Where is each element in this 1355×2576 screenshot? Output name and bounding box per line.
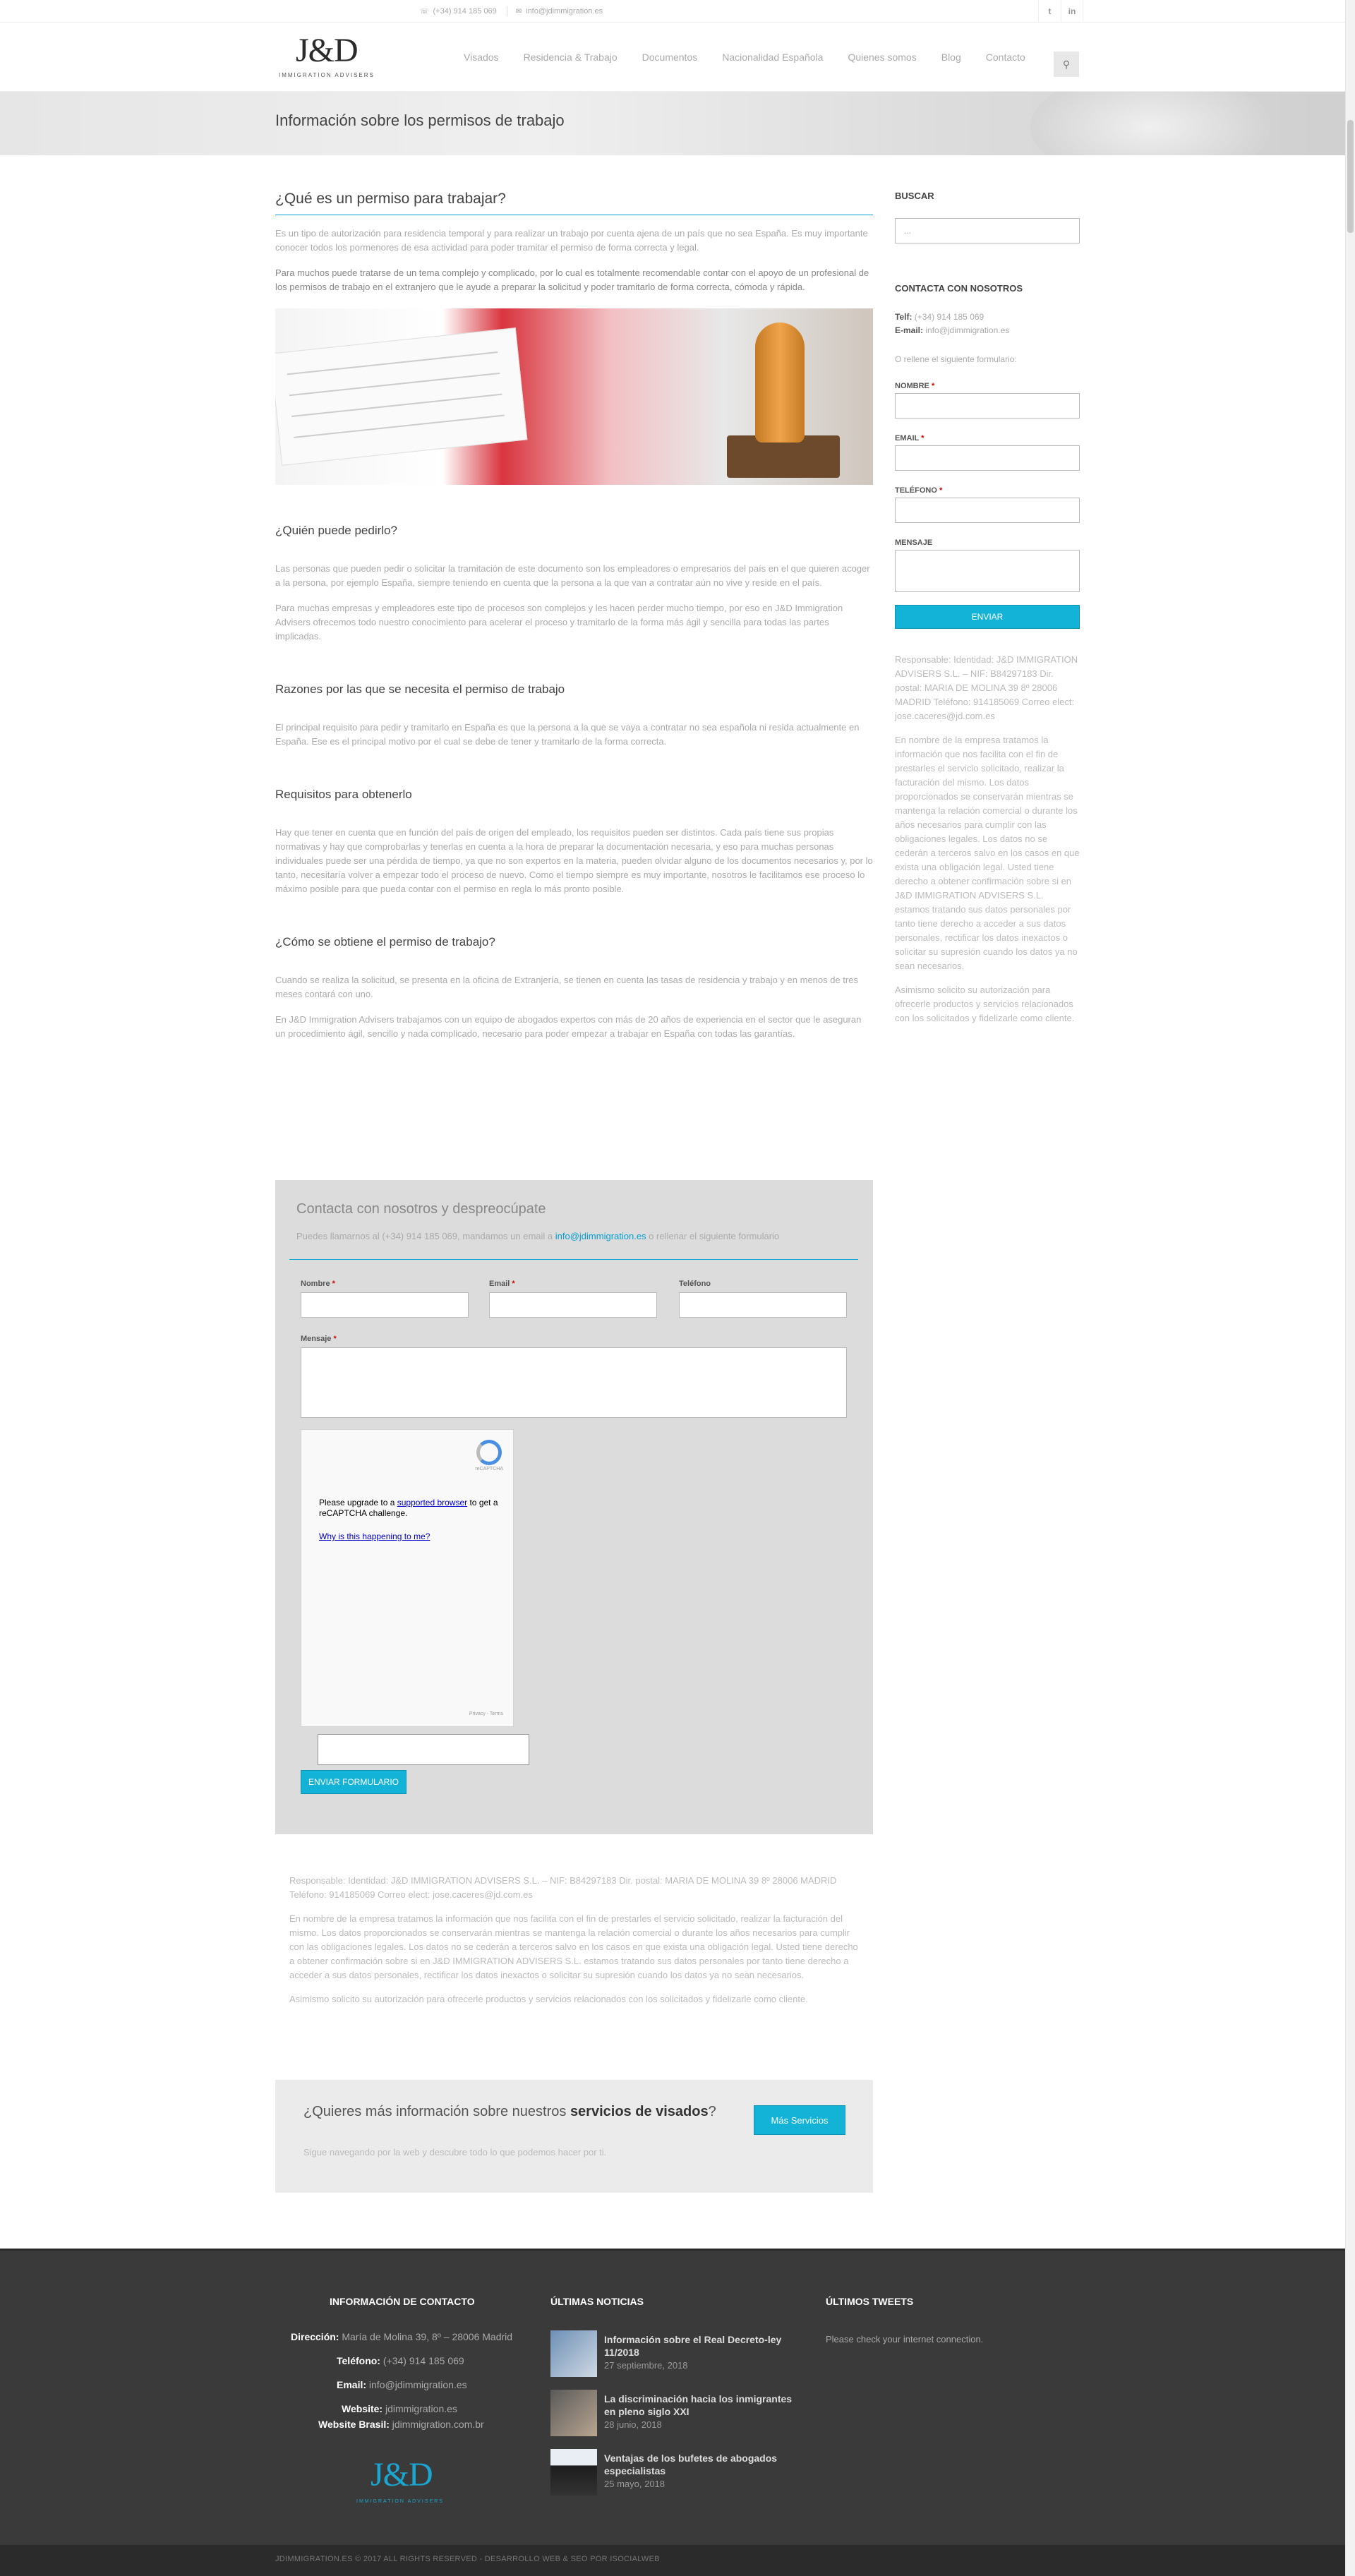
sidebar-name-label: NOMBRE * — [895, 382, 935, 390]
document-illustration — [275, 327, 527, 466]
cta-box — [275, 2080, 873, 2193]
nav-quienes-somos[interactable]: Quienes somos — [848, 52, 917, 63]
section-paragraph: Para muchas empresas y empleadores este tipo de procesos son complejos y les hacen perder mucho tiempo, por eso en J&D Immigration Advisers ofrecemos todo nuestro conocimiento para acelerar el proceso y tramitarlo de la forma más ágil y sencilla para todas las partes implicadas. — [275, 603, 843, 642]
sidebar-privacy-paragraph: Asimismo solicito su autorización para ofrecerle productos y servicios relacionados con los solicitados y fidelizarle como cliente. — [895, 985, 1075, 1023]
page-scrollbar[interactable] — [1345, 0, 1355, 2576]
message-label: Mensaje * — [301, 1335, 337, 1343]
news-date: 27 septiembre, 2018 — [604, 2360, 688, 2371]
stamp-illustration — [755, 323, 805, 443]
article-intro: Es un tipo de autorización para residencia temporal y para realizar un trabajo por cuenta ajena de un país que no sea España. Es muy importante conocer todos los pormenores de esa actividad para poder tramitar el permiso de forma correcta y legal. — [275, 228, 868, 253]
phone-field[interactable] — [679, 1292, 847, 1318]
news-date: 28 junio, 2018 — [604, 2419, 662, 2430]
privacy-paragraph: Responsable: Identidad: J&D IMMIGRATION ADVISERS S.L. – NIF: B84297183 Dir. postal: MARIA DE MOLINA 39 8º 28006 MADRID Teléfono: 914185069 Correo elect: jose.caceres@jd.com.es — [289, 1875, 837, 1900]
news-thumbnail — [550, 2390, 597, 2436]
work-permit-image — [275, 308, 873, 485]
name-label: Nombre * — [301, 1280, 335, 1288]
section-title-how: ¿Cómo se obtiene el permiso de trabajo? — [275, 935, 495, 949]
news-date: 25 mayo, 2018 — [604, 2479, 666, 2489]
submit-form-button[interactable]: ENVIAR FORMULARIO — [301, 1770, 406, 1794]
envelope-icon: ✉ — [515, 7, 522, 16]
contact-widget-title: CONTACTA CON NOSOTROS — [895, 283, 1023, 294]
nav-visados[interactable]: Visados — [464, 52, 499, 63]
copyright-text: JDIMMIGRATION.ES © 2017 ALL RIGHTS RESERVED - DESARROLLO WEB & SEO POR ISOCIALWEB — [275, 2555, 660, 2563]
sidebar-phone: Telf: (+34) 914 185 069 — [895, 312, 984, 322]
section-title-requirements: Requisitos para obtenerlo — [275, 788, 412, 801]
footer-logo-tagline: IMMIGRATION ADVISERS — [356, 2499, 444, 2504]
cta-subtitle: Sigue navegando por la web y descubre todo lo que podemos hacer por ti. — [303, 2147, 607, 2157]
footer-phone: Teléfono: (+34) 914 185 069 — [337, 2355, 464, 2366]
nav-search-button[interactable] — [1054, 52, 1079, 77]
sidebar-phone-label: TELÉFONO * — [895, 486, 943, 495]
site-header — [0, 23, 1355, 92]
sidebar-send-button[interactable]: ENVIAR — [895, 605, 1080, 629]
topbar-phone[interactable] — [420, 7, 497, 16]
sidebar-email-label: EMAIL * — [895, 434, 925, 443]
search-widget-title: BUSCAR — [895, 191, 934, 201]
lead-text: Puedes llamarnos al (+34) 914 185 069, mandamos un email a — [296, 1231, 555, 1241]
section-title-reasons: Razones por las que se necesita el permiso de trabajo — [275, 682, 565, 696]
name-field[interactable] — [301, 1292, 469, 1318]
logo-mark: J&D — [296, 32, 358, 69]
news-thumbnail — [550, 2449, 597, 2496]
article-paragraph: Para muchos puede tratarse de un tema complejo y complicado, por lo cual es totalmente recomendable contar con el apoyo de un profesional de los permisos de trabajo en el extranjero que le ayude a preparar la solicitud y poder tramitarlo de forma correcta, cómoda y rápida. — [275, 267, 869, 292]
main-content — [275, 191, 873, 1041]
footer-website-brasil[interactable]: Website Brasil: jdimmigration.com.br — [318, 2419, 484, 2430]
tweets-status: Please check your internet connection. — [826, 2334, 984, 2345]
site-logo[interactable] — [279, 31, 385, 85]
cta-title-highlight: servicios de visados — [570, 2104, 709, 2119]
twitter-icon[interactable]: t — [1038, 0, 1061, 23]
social-links — [1038, 0, 1083, 23]
why-link[interactable]: Why is this happening to me? — [319, 1531, 430, 1541]
contact-form-lead — [296, 1231, 779, 1241]
topbar-email-text: info@jdimmigration.es — [526, 7, 603, 16]
message-field[interactable] — [301, 1347, 847, 1418]
search-icon: ⚲ — [1062, 58, 1071, 70]
privacy-notice — [289, 1874, 861, 2016]
logo-tagline: IMMIGRATION ADVISERS — [279, 72, 375, 78]
captcha-response-field[interactable] — [318, 1734, 529, 1765]
page-title-bar — [0, 92, 1355, 155]
linkedin-icon[interactable]: in — [1061, 0, 1083, 23]
sidebar-search-input[interactable]: ... — [895, 218, 1080, 243]
copyright-bar — [0, 2545, 1355, 2576]
sidebar-email: E-mail: info@jdimmigration.es — [895, 325, 1010, 335]
sidebar-name-field[interactable] — [895, 393, 1080, 419]
recaptcha-brand: reCAPTCHA — [475, 1467, 503, 1471]
recaptcha-terms[interactable]: Privacy - Terms — [469, 1711, 503, 1716]
news-title[interactable]: Información sobre el Real Decreto-ley 11/2018 — [604, 2334, 782, 2358]
footer-address: Dirección: María de Molina 39, 8º – 28006 Madrid — [291, 2331, 513, 2342]
site-footer — [0, 2249, 1355, 2545]
news-title[interactable]: Ventajas de los bufetes de abogados especialistas — [604, 2452, 778, 2476]
nav-documentos[interactable]: Documentos — [642, 52, 698, 63]
sidebar — [895, 191, 1080, 1025]
section-paragraph: Hay que tener en cuenta que en función del país de origen del empleado, los requisitos pueden ser distintos. Cada país tiene sus propias normativas y hay que comprobarlas y tenerlas en cuenta a la hora de preparar la documentación necesaria, y eso para muchas personas individuales puede ser una pérdida de tiempo, ya que no son expertos en la materia, pueden olvidar alguno de los documentos necesarios y, por lo tanto, necesitaría volver a empezar todo el proceso de nuevo. Como el tiempo siempre es muy importante, nosotros le facilitamos ese proceso lo máximo posible para que pueda contar con el permiso en regla lo más pronto posible. — [275, 827, 873, 894]
news-item[interactable] — [550, 2390, 805, 2436]
sidebar-privacy-paragraph: Responsable: Identidad: J&D IMMIGRATION ADVISERS S.L. – NIF: B84297183 Dir. postal: MARIA DE MOLINA 39 8º 28006 MADRID Teléfono: 914185069 Correo elect: jose.caceres@jd.com.es — [895, 654, 1078, 721]
title-background-image — [1030, 92, 1270, 155]
footer-news-title: ÚLTIMAS NOTICIAS — [550, 2296, 644, 2307]
email-field[interactable] — [489, 1292, 657, 1318]
nav-residencia-trabajo[interactable]: Residencia & Trabajo — [523, 52, 618, 63]
more-services-button[interactable]: Más Servicios — [754, 2105, 845, 2135]
nav-nacionalidad[interactable]: Nacionalidad Española — [722, 52, 824, 63]
sidebar-form-hint: O rellene el siguiente formulario: — [895, 354, 1017, 364]
sidebar-phone-field[interactable] — [895, 498, 1080, 523]
footer-email[interactable]: Email: info@jdimmigration.es — [337, 2379, 467, 2390]
section-paragraph: En J&D Immigration Advisers trabajamos con un equipo de abogados expertos con más de 20 años de experiencia en el sector que le aseguran un procedimiento ágil, sencillo y nada complicado, necesario para poder empezar a trabajar en España con todas las garantías. — [275, 1014, 862, 1039]
footer-website[interactable]: Website: jdimmigration.es — [342, 2403, 457, 2414]
footer-logo: J&D — [371, 2456, 433, 2493]
sidebar-message-field[interactable] — [895, 550, 1080, 592]
news-thumbnail — [550, 2330, 597, 2377]
phone-label: Teléfono — [679, 1280, 711, 1288]
sidebar-email-field[interactable] — [895, 445, 1080, 471]
section-paragraph: Cuando se realiza la solicitud, se presenta en la oficina de Extranjería, se tienen en cuenta las tasas de residencia y trabajo y en menos de tres meses contará con uno. — [275, 975, 858, 999]
lead-email-link[interactable]: info@jdimmigration.es — [555, 1231, 646, 1241]
form-divider — [289, 1259, 858, 1260]
phone-icon: ☏ — [420, 7, 429, 16]
recaptcha-icon — [476, 1440, 502, 1465]
top-bar — [0, 0, 1355, 23]
section-title-who: ¿Quién puede pedirlo? — [275, 524, 397, 537]
sidebar-message-label: MENSAJE — [895, 538, 933, 547]
article-heading: ¿Qué es un permiso para trabajar? — [275, 191, 873, 215]
privacy-paragraph: En nombre de la empresa tratamos la información que nos facilita con el fin de prestarles el servicio solicitado, realizar la facturación del mismo. Los datos proporcionados se conservarán mientras se mantenga la relación comercial o durante los años necesarios para cumplir con las obligaciones legales. Los datos no se cederán a terceros salvo en los casos en que exista una obligación legal. Usted tiene derecho a obtener confirmación sobre si en J&D IMMIGRATION ADVISERS S.L. estamos tratando sus datos personales por tanto tiene derecho a acceder a sus datos personales, rectificar los datos inexactos o solicitar su supresión cuando los datos ya no sean necesarios. — [289, 1913, 858, 1980]
nav-blog[interactable]: Blog — [941, 52, 961, 63]
scrollbar-thumb[interactable] — [1347, 120, 1354, 233]
topbar-phone-text: (+34) 914 185 069 — [433, 7, 497, 16]
nav-contacto[interactable]: Contacto — [985, 52, 1025, 63]
topbar-email[interactable] — [516, 7, 603, 16]
contact-form — [275, 1180, 873, 1834]
sidebar-privacy-paragraph: En nombre de la empresa tratamos la información que nos facilita con el fin de prestarles el servicio solicitado, realizar la facturación del mismo. Los datos proporcionados se conservarán mientras se mantenga la relación comercial o durante los años necesarios para cumplir con las obligaciones legales. Los datos no se cederán a terceros salvo en los casos en que exista una obligación legal. Usted tiene derecho a obtener confirmación sobre si en J&D IMMIGRATION ADVISERS S.L. estamos tratando sus datos personales por tanto tiene derecho a acceder a sus datos personales, rectificar los datos inexactos o solicitar su supresión cuando los datos ya no sean necesarios. — [895, 735, 1080, 971]
lead-text: o rellenar el siguiente formulario — [646, 1231, 780, 1241]
news-title[interactable]: La discriminación hacia los inmigrantes en pleno siglo XXI — [604, 2393, 793, 2417]
section-paragraph: El principal requisito para pedir y tramitarlo en España es que la persona a la que se vaya a contratar no sea española ni resida actualmente en España. Ese es el principal motivo por el cual se debe de tener y tramitarlo de la forma correcta. — [275, 722, 860, 747]
footer-contact-title: INFORMACIÓN DE CONTACTO — [330, 2296, 475, 2307]
cta-title: ¿Quieres más información sobre nuestros servicios de visados? — [303, 2104, 716, 2119]
page-title: Información sobre los permisos de trabajo — [275, 112, 565, 129]
footer-tweets-title: ÚLTIMOS TWEETS — [826, 2296, 914, 2307]
privacy-paragraph: Asimismo solicito su autorización para ofrecerle productos y servicios relacionados con los solicitados y fidelizarle como cliente. — [289, 1994, 808, 2004]
main-nav — [464, 23, 1050, 92]
news-item[interactable] — [550, 2330, 805, 2377]
section-paragraph: Las personas que pueden pedir o solicitar la tramitación de este documento son los empleadores o empresarios del país en el que quieren acoger a la persona, por ejemplo España, siempre teniendo en cuenta que la persona a la que van a contratar aún no vive y reside en el país. — [275, 563, 870, 588]
news-item[interactable] — [550, 2449, 805, 2496]
recaptcha-widget[interactable] — [301, 1429, 514, 1727]
supported-browser-link[interactable]: supported browser — [397, 1498, 468, 1507]
recaptcha-message: Please upgrade to a supported browser to get a reCAPTCHA challenge. — [319, 1498, 498, 1518]
contact-form-title: Contacta con nosotros y despreocúpate — [296, 1201, 546, 1217]
email-label: Email * — [489, 1280, 515, 1288]
